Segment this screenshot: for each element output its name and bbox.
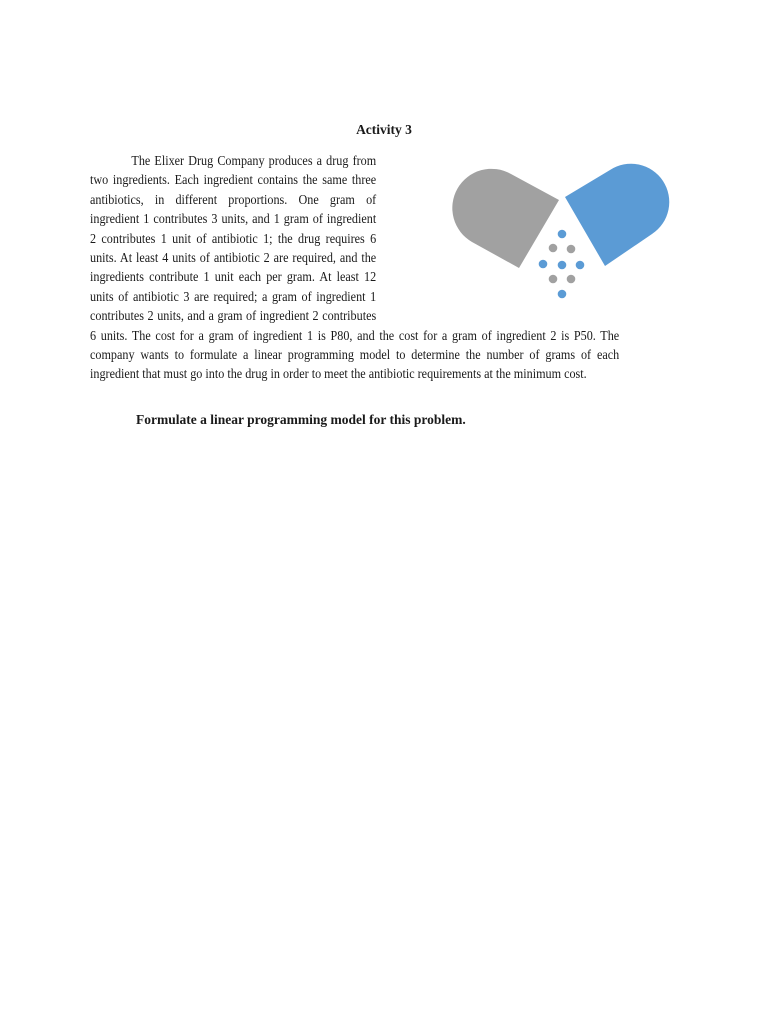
capsule-right-half — [565, 164, 669, 266]
powder-dot — [539, 260, 548, 269]
powder-dot — [549, 244, 558, 253]
powder-dot — [567, 275, 576, 284]
activity-title: Activity 3 — [356, 122, 412, 137]
powder-dot — [558, 290, 567, 299]
powder-dot — [558, 261, 567, 270]
powder-dot — [567, 245, 576, 254]
powder-dot — [549, 275, 558, 284]
powder-dot — [558, 230, 567, 239]
open-capsule-icon — [446, 152, 682, 316]
powder-dot — [576, 261, 585, 270]
problem-paragraph: The Elixer Drug Company produces a drug from two ingredients. Each ingredient contains the same three antibiotics, in different proportions. One gram of ingredient 1 contributes 3 units, and 1 gram of ingredient 2 contributes 1 unit of antibiotic 1; the drug requires 6 units. At least 4 units of antibiotic 2 are required, and the ingredients contribute 1 unit each per gram. At least 12 units of antibiotic 3 are required; a gram of ingredient 1 contributes 2 units, and a gram of ingredient 2 contributes 6 units. The cost for a gram of ingredient 1 is P80, and the cost for a gram of ingredient 2 is P50. The company wants to formulate a linear programming model to determine the number of grams of each ingredient that must go into the drug in order to meet the antibiotic requirements at the minimum cost. — [90, 153, 620, 382]
instruction-text: Formulate a linear programming model for this problem. — [136, 412, 466, 427]
capsule-left-half — [452, 169, 559, 268]
